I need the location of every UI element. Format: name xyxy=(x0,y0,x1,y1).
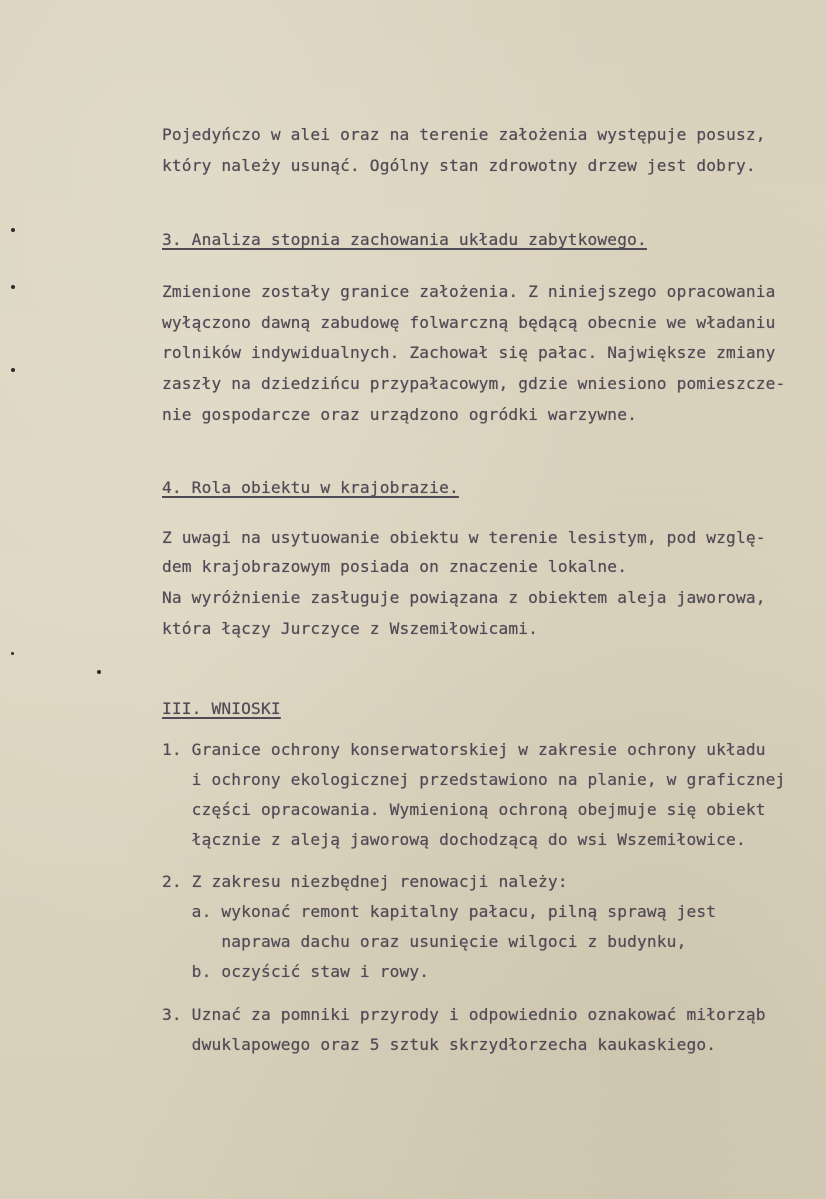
list-item-line: naprawa dachu oraz usunięcie wilgoci z budynku, xyxy=(162,932,687,951)
body-line: Z uwagi na usytuowanie obiektu w terenie lesistym, pod wzglę- xyxy=(162,528,766,547)
body-line: zaszły na dziedzińcu przypałacowym, gdzie wniesiono pomieszcze- xyxy=(162,374,786,393)
body-line: dem krajobrazowym posiada on znaczenie lokalne. xyxy=(162,557,628,576)
list-item-line: 2. Z zakresu niezbędnej renowacji należy: xyxy=(162,872,568,891)
body-line: nie gospodarcze oraz urządzono ogródki warzywne. xyxy=(162,405,637,424)
body-line: Pojedyńczo w alei oraz na terenie założenia występuje posusz, xyxy=(162,125,766,144)
list-item-line: 1. Granice ochrony konserwatorskiej w zakresie ochrony układu xyxy=(162,740,766,759)
body-line: wyłączono dawną zabudowę folwarczną będącą obecnie we władaniu xyxy=(162,313,776,332)
section-heading: 3. Analiza stopnia zachowania układu zabytkowego. xyxy=(162,230,647,249)
list-item-line: b. oczyścić staw i rowy. xyxy=(162,962,430,981)
list-item-line: łącznie z aleją jaworową dochodzącą do wsi Wszemiłowice. xyxy=(162,830,746,849)
paper-speck xyxy=(97,670,101,674)
list-item-line: 3. Uznać za pomniki przyrody i odpowiednio oznakować miłorząb xyxy=(162,1005,766,1024)
paper-speck xyxy=(11,368,15,372)
section-heading: 4. Rola obiektu w krajobrazie. xyxy=(162,478,459,497)
body-line: który należy usunąć. Ogólny stan zdrowotny drzew jest dobry. xyxy=(162,156,756,175)
body-line: która łączy Jurczyce z Wszemiłowicami. xyxy=(162,619,539,638)
list-item-line: dwuklapowego oraz 5 sztuk skrzydłorzecha kaukaskiego. xyxy=(162,1035,717,1054)
paper-speck xyxy=(11,652,14,655)
body-line: rolników indywidualnych. Zachował się pałac. Największe zmiany xyxy=(162,343,776,362)
paper-speck xyxy=(11,285,15,289)
paper-speck xyxy=(11,228,15,232)
body-line: Zmienione zostały granice założenia. Z niniejszego opracowania xyxy=(162,282,776,301)
body-line: Na wyróżnienie zasługuje powiązana z obiektem aleja jaworowa, xyxy=(162,588,766,607)
list-item-line: części opracowania. Wymienioną ochroną obejmuje się obiekt xyxy=(162,800,766,819)
list-item-line: i ochrony ekologicznej przedstawiono na planie, w graficznej xyxy=(162,770,786,789)
list-item-line: a. wykonać remont kapitalny pałacu, pilną sprawą jest xyxy=(162,902,717,921)
chapter-heading: III. WNIOSKI xyxy=(162,699,281,718)
